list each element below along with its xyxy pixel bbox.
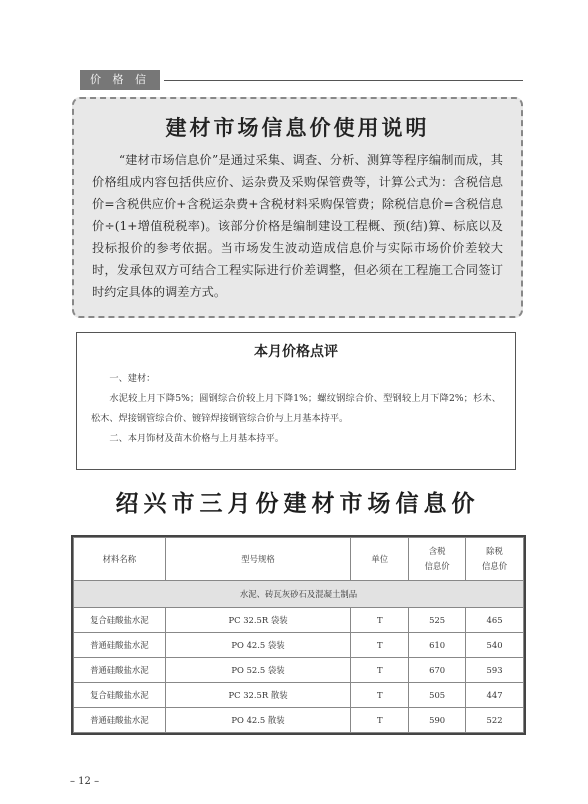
monthly-review-box	[76, 332, 516, 470]
cell-spec: PO 42.5 袋装	[165, 633, 351, 658]
cell-material: 复合硅酸盐水泥	[74, 608, 166, 633]
cell-material: 普通硅酸盐水泥	[74, 708, 166, 733]
price-list-title: 绍兴市三月份建材市场信息价	[115, 491, 480, 517]
table-row	[74, 633, 524, 658]
header-line: 含税	[428, 546, 446, 556]
cell-untaxed-price: 447	[466, 683, 524, 708]
cell-spec: PO 42.5 散装	[165, 708, 351, 733]
col-header-unit: 单位	[351, 538, 409, 581]
cell-untaxed-price: 465	[466, 608, 524, 633]
cell-untaxed-price: 540	[466, 633, 524, 658]
cell-taxed-price: 505	[409, 683, 466, 708]
section-header	[80, 70, 523, 90]
cell-material: 普通硅酸盐水泥	[74, 633, 166, 658]
col-header-material: 材料名称	[74, 538, 166, 581]
table-row	[74, 658, 524, 683]
table-section-row	[74, 581, 524, 608]
cell-taxed-price: 525	[409, 608, 466, 633]
col-header-taxed-price	[409, 538, 466, 581]
review-line: 二、本月饰材及苗木价格与上月基本持平。	[109, 433, 284, 444]
header-line: 除税	[486, 546, 503, 556]
review-line: 水泥较上月下降5%；圆钢综合价较上月下降1%；螺纹钢综合价、型钢较上月下降2%；杉木、松木、焊接钢管综合价、镀锌焊接钢管综合价与上月基本持平。	[91, 393, 501, 424]
cell-material: 普通硅酸盐水泥	[74, 658, 166, 683]
cell-spec: PC 32.5R 袋装	[165, 608, 351, 633]
cell-untaxed-price: 593	[466, 658, 524, 683]
cell-spec: PC 32.5R 散装	[165, 683, 351, 708]
col-header-spec: 型号规格	[165, 538, 351, 581]
table-row	[74, 683, 524, 708]
table-row	[74, 608, 524, 633]
cell-unit: T	[351, 658, 409, 683]
review-line: 一、建材：	[109, 373, 156, 384]
table-header-row	[74, 538, 524, 581]
review-title: 本月价格点评	[254, 344, 338, 360]
cell-unit: T	[351, 683, 409, 708]
table-row	[74, 708, 524, 733]
cell-unit: T	[351, 633, 409, 658]
section-label: 水泥、砖瓦灰砂石及混凝土制品	[74, 581, 524, 608]
cell-taxed-price: 670	[409, 658, 466, 683]
page-number: – 12 –	[70, 776, 100, 787]
header-line: 信息价	[424, 561, 450, 571]
cell-material: 复合硅酸盐水泥	[74, 683, 166, 708]
usage-notice-box	[72, 97, 523, 318]
cell-spec: PO 52.5 袋装	[165, 658, 351, 683]
cell-unit: T	[351, 608, 409, 633]
price-table	[73, 537, 524, 733]
col-header-untaxed-price	[466, 538, 524, 581]
cell-taxed-price: 590	[409, 708, 466, 733]
notice-title: 建材市场信息价使用说明	[165, 116, 430, 140]
cell-untaxed-price: 522	[466, 708, 524, 733]
header-rule	[164, 80, 523, 81]
cell-taxed-price: 610	[409, 633, 466, 658]
section-tag: 价 格 信	[80, 70, 160, 90]
header-line: 信息价	[481, 561, 508, 571]
cell-unit: T	[351, 708, 409, 733]
notice-body: “建材市场信息价”是通过采集、调查、分析、测算等程序编制而成，其价格组成内容包括供应价、运杂费及采购保管费等，计算公式为：含税信息价=含税供应价+含税运杂费+含税材料采购保管费；除税信息价=含税信息价÷(1+增值税税率)。该部分价格是编制建设工程概、预(结)算、标底以及投标报价的参考依据。当市场发生波动造成信息价与实际市场价价差较大时，发承包双方可结合工程实际进行价差调整，但必须在工程施工合同签订时约定具体的调差方式。	[92, 153, 503, 299]
